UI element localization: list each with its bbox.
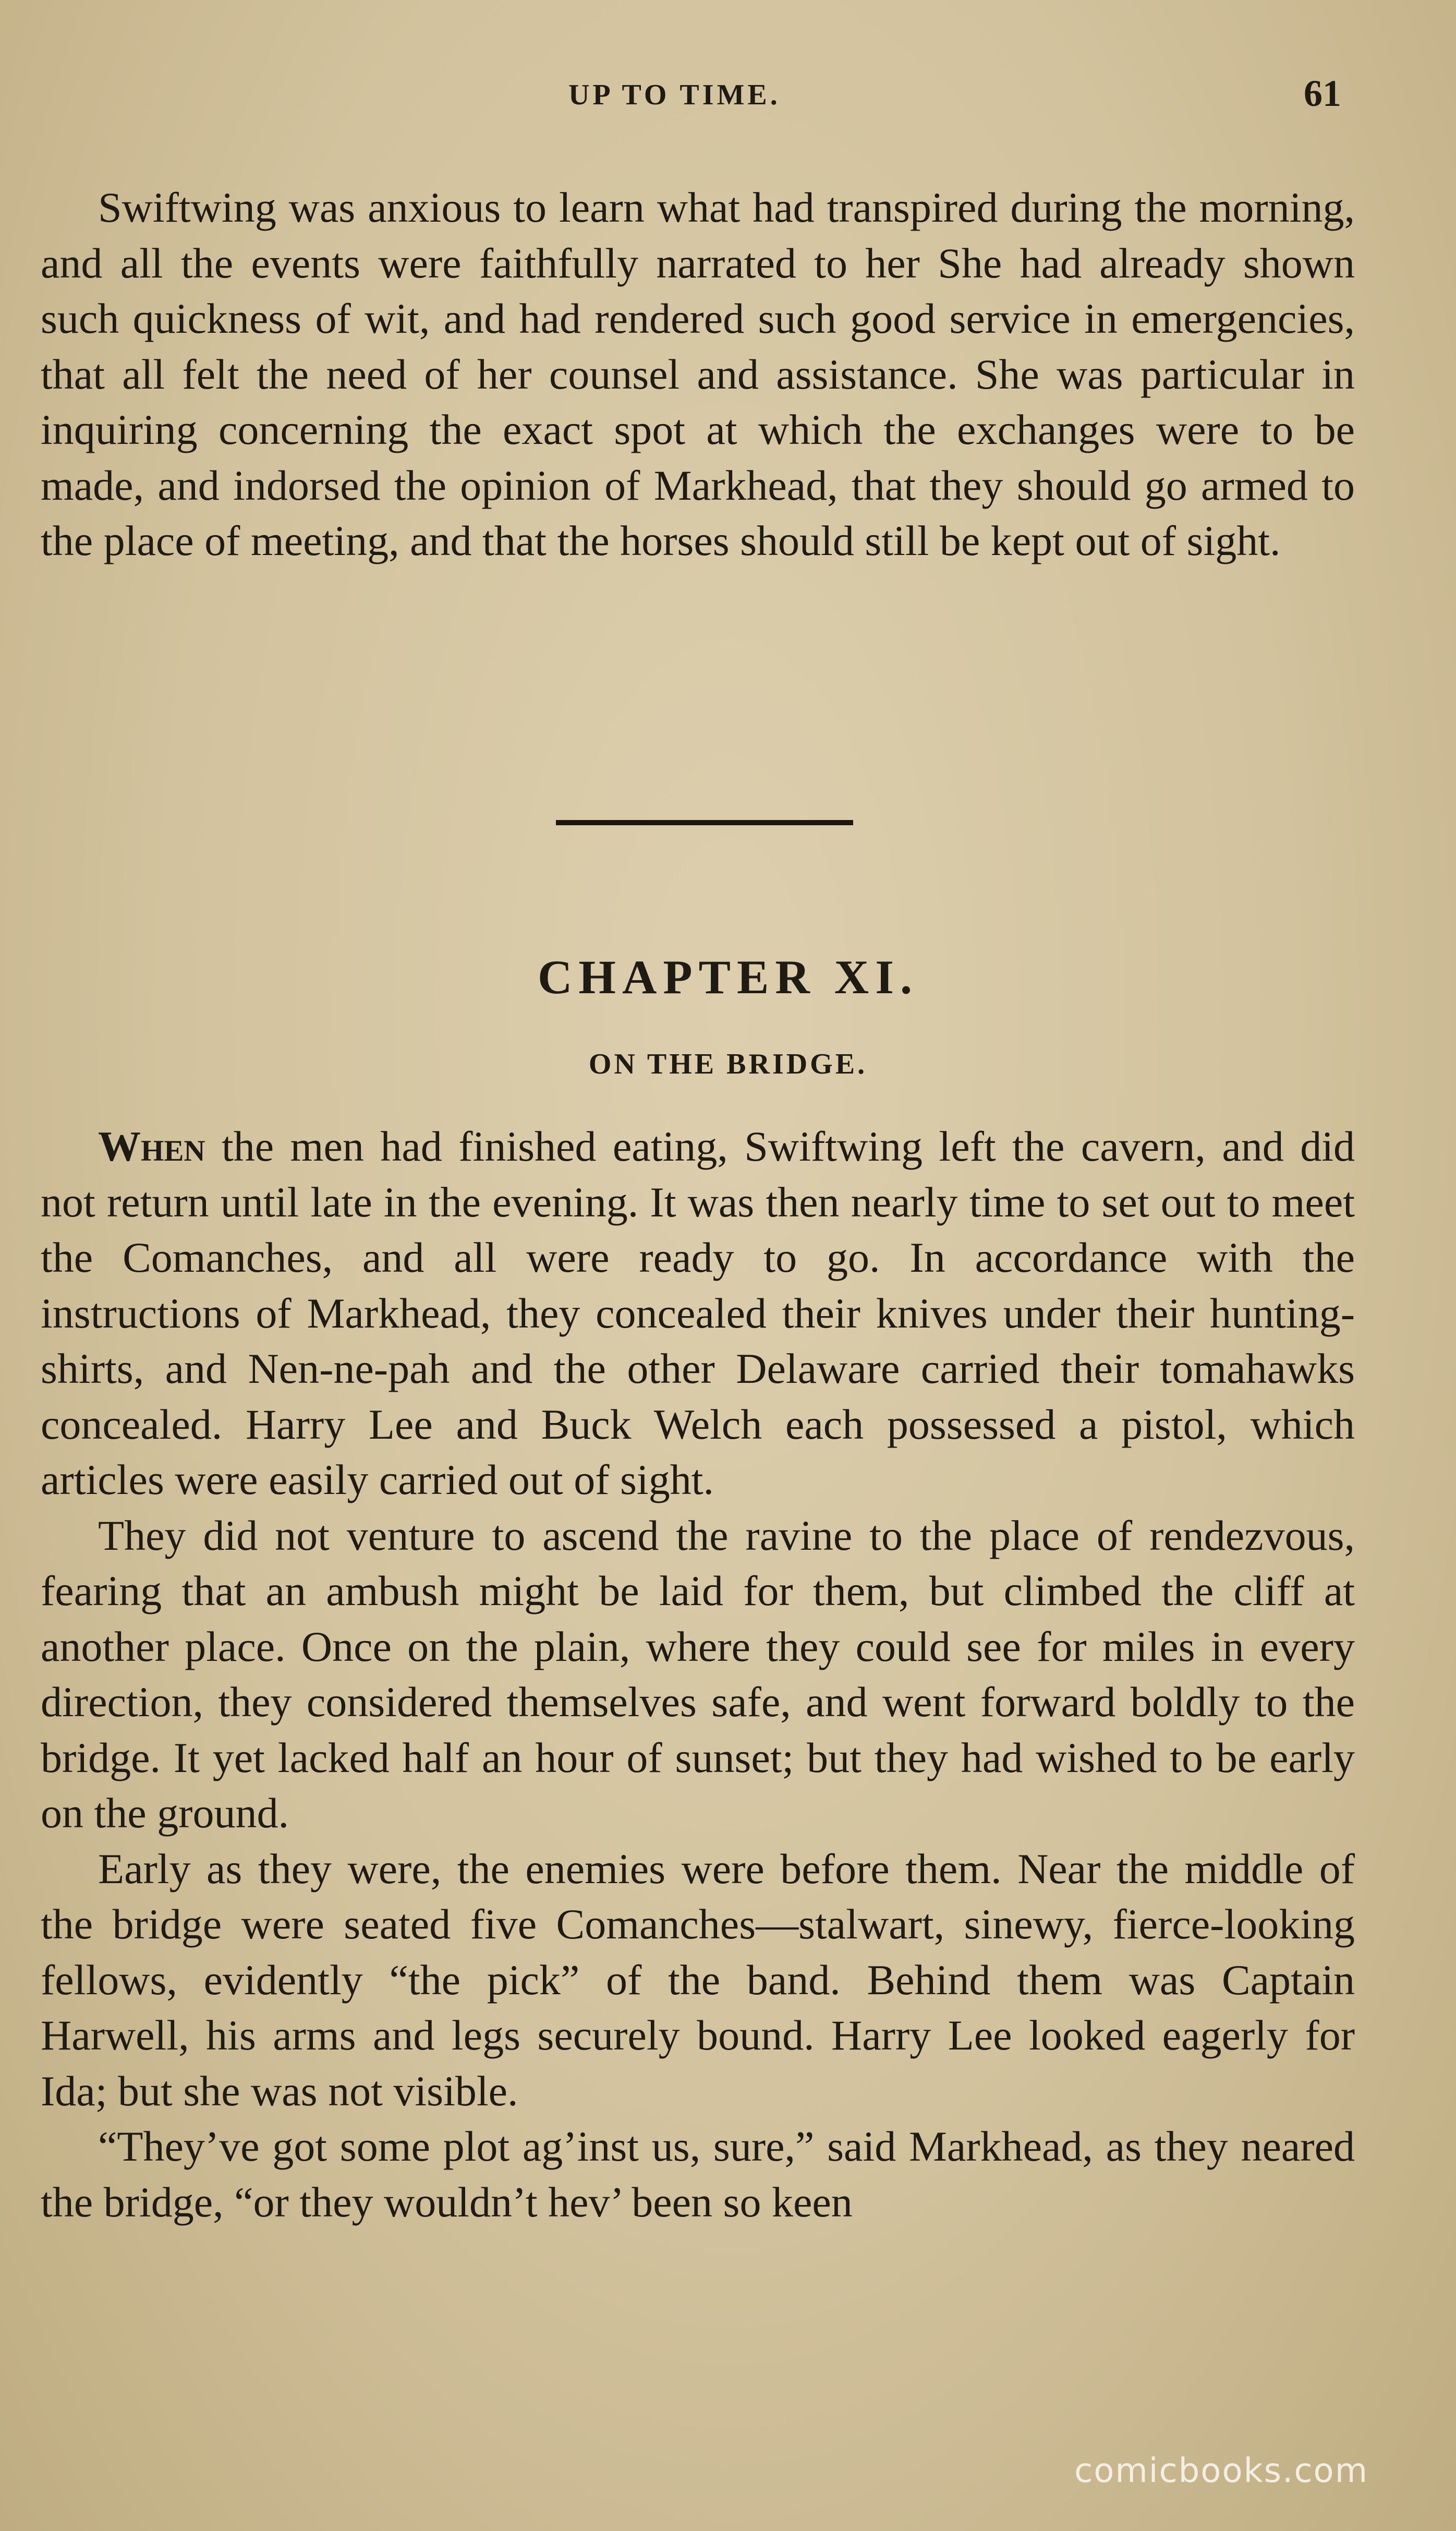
drop-word: When <box>98 1123 205 1170</box>
paragraph: Swiftwing was anxious to learn what had transpired during the morning, and all the events were faithfully narrated to her She had already shown such quickness of wit, and had rendered such good service in emergencies, that all felt the need of her counsel and assistance. She was particular in inquiring concerning the exact spot at which the exchanges were to be made, and indorsed the opinion of Markhead, that they should go armed to the place of meeting, and that the horses should still be kept out of sight. <box>41 184 1355 564</box>
chapter-text-block <box>41 1119 1355 2230</box>
paragraph-text: the men had finished eating, Swiftwing left the cavern, and did not return until late in the evening. It was then nearly time to set out to meet the Comanches, and all were ready to go. In accordance with the instructions of Markhead, they concealed their knives under their hunting-shirts, and Nen-ne-pah and the other Delaware carried their tomahawks concealed. Harry Lee and Buck Welch each possessed a pistol, which articles were easily carried out of sight. <box>41 1123 1355 1503</box>
chapter-title: CHAPTER XI. <box>537 950 919 1004</box>
top-text-block <box>41 180 1355 569</box>
paragraph: “They’ve got some plot ag’inst us, sure,” said Markhead, as they neared the bridge, “or they wouldn’t hev’ been so keen <box>41 2123 1355 2226</box>
chapter-subtitle: ON THE BRIDGE. <box>588 1048 868 1080</box>
paragraph: Early as they were, the enemies were before them. Near the middle of the bridge were seated five Comanches—stalwart, sinewy, fierce-looking fellows, evidently “the pick” of the band. Behind them was Captain Harwell, his arms and legs securely bound. Harry Lee looked eagerly for Ida; but she was not visible. <box>41 1845 1355 2115</box>
watermark: comicbooks.com <box>1074 2452 1369 2490</box>
paragraph: They did not venture to ascend the ravine to the place of rendezvous, fearing that an ambush might be laid for them, but climbed the cliff at another place. Once on the plain, where they could see for miles in every direction, they considered themselves safe, and went forward boldly to the bridge. It yet lacked half an hour of sunset; but they had wished to be early on the ground. <box>41 1511 1355 1837</box>
section-divider <box>556 820 853 825</box>
page-number: 61 <box>1304 73 1341 114</box>
running-header: UP TO TIME. <box>568 79 781 111</box>
paragraph <box>41 1119 1355 1508</box>
